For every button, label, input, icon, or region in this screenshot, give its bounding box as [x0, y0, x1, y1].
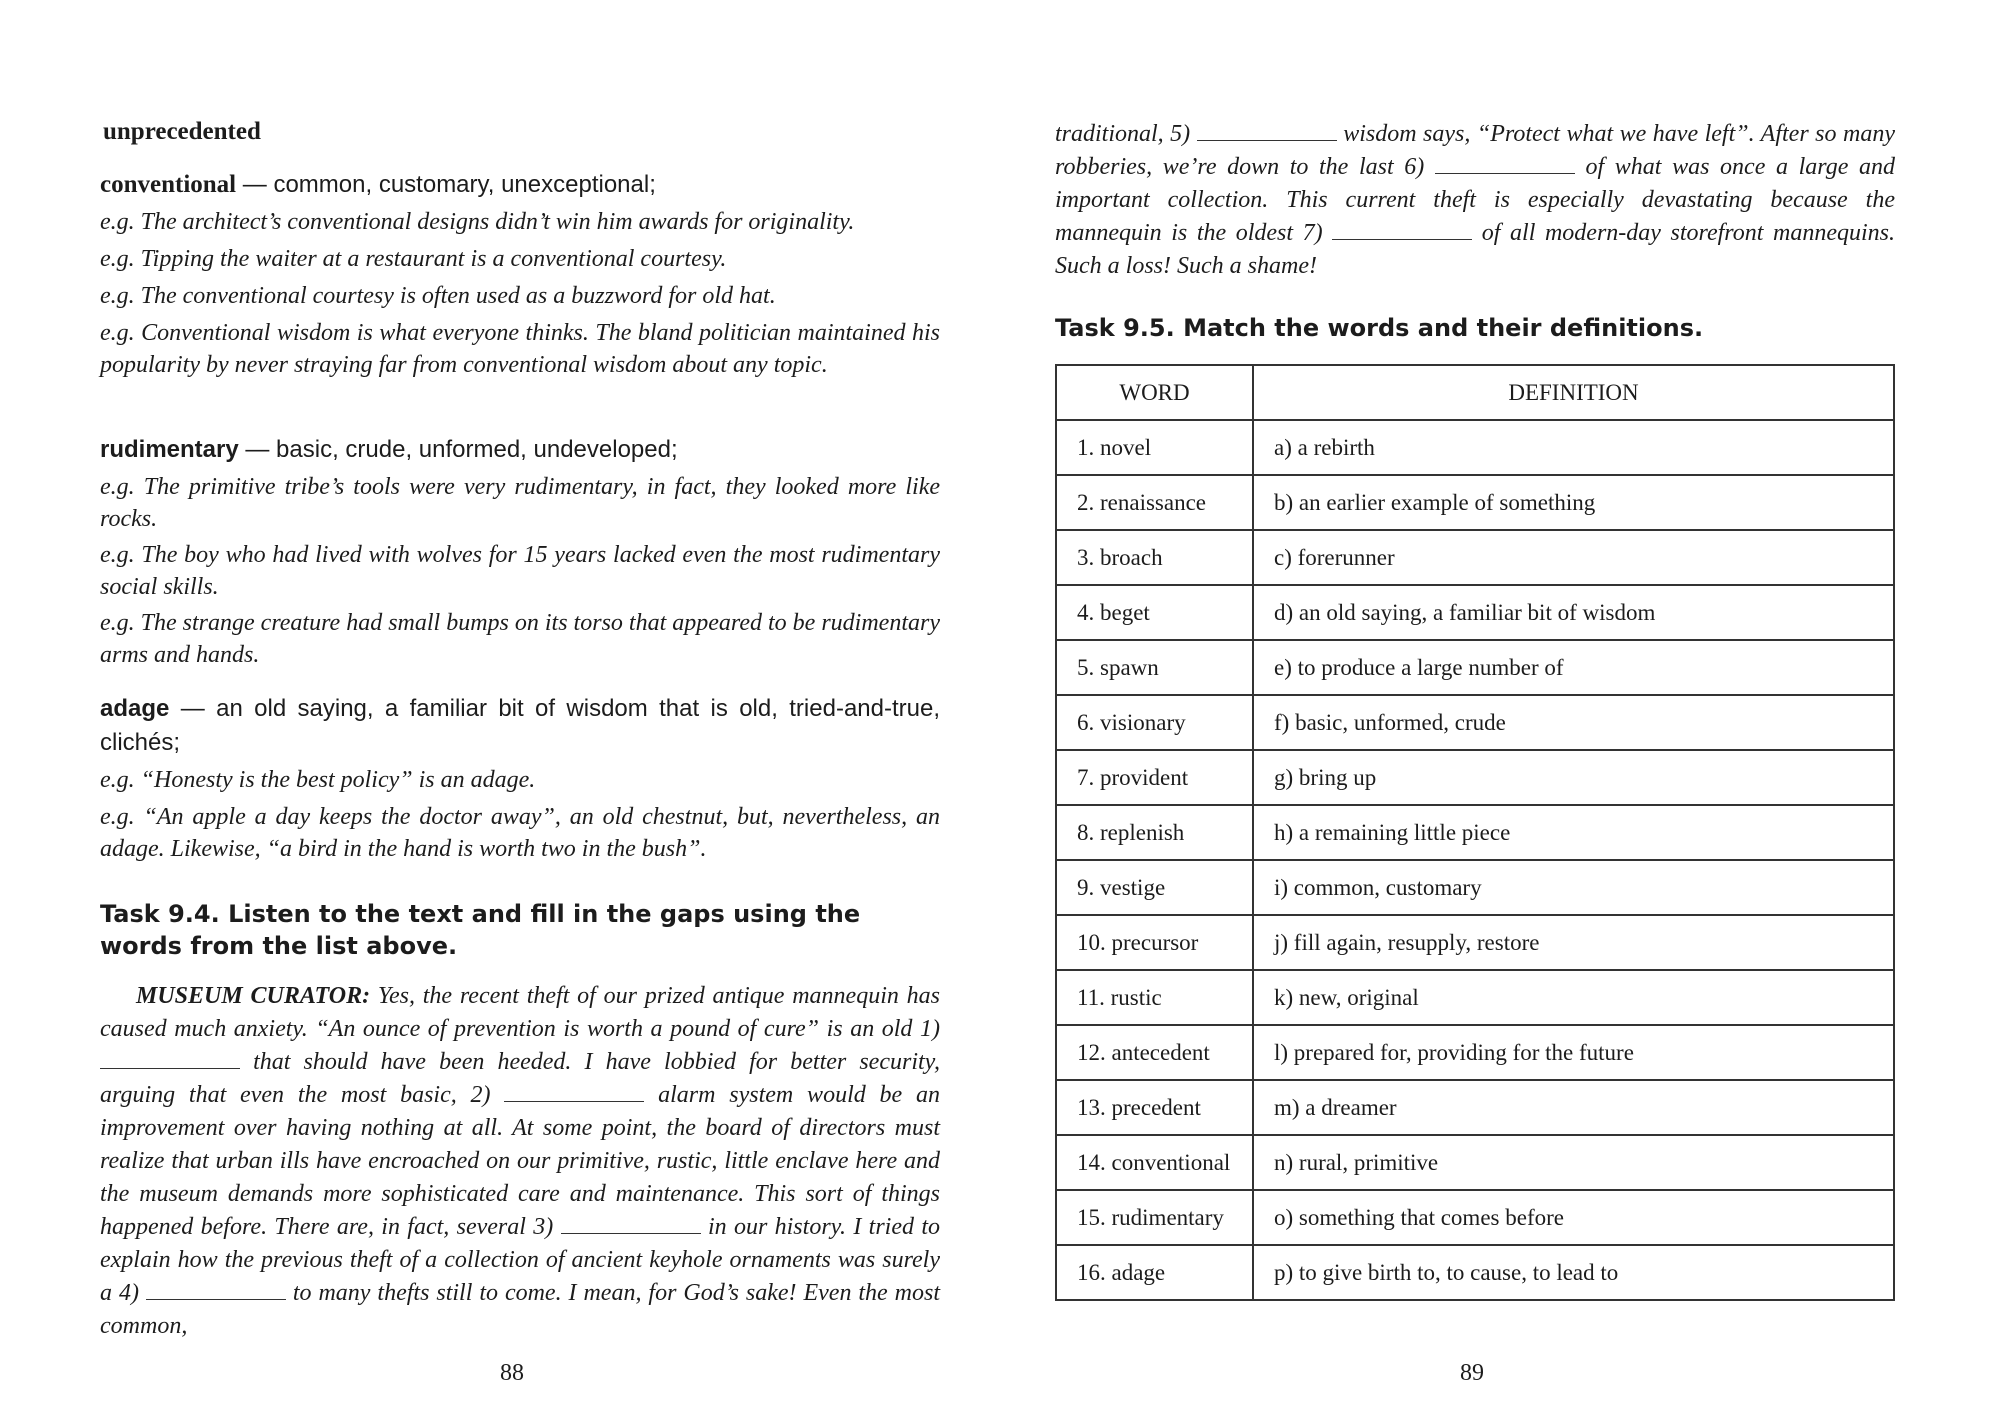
- definition-cell: c) forerunner: [1253, 530, 1894, 585]
- gap-2[interactable]: [504, 1081, 644, 1102]
- table-row: [1056, 640, 1894, 695]
- table-row: [1056, 1080, 1894, 1135]
- table-row: [1056, 1245, 1894, 1300]
- entry-conventional: [100, 168, 940, 381]
- entry-adage: [100, 692, 940, 865]
- definition-cell: h) a remaining little piece: [1253, 805, 1894, 860]
- entry-example: e.g. The strange creature had small bumps on its torso that appeared to be rudimentary arms and hands.: [100, 610, 940, 668]
- gap-5[interactable]: [1197, 120, 1337, 141]
- table-row: [1056, 1025, 1894, 1080]
- definition-cell: n) rural, primitive: [1253, 1135, 1894, 1190]
- entry-example: e.g. Tipping the waiter at a restaurant is a conventional courtesy.: [100, 246, 727, 272]
- definition-cell: g) bring up: [1253, 750, 1894, 805]
- table-row: [1056, 1190, 1894, 1245]
- task-9-4-passage-continued: traditional, 5) wisdom says, “Protect what we have left”. After so many robberies, we’re down to the last 6) of what was once a large and important collection. This current theft is especially devastating because the mannequin is the oldest 7) of all modern-day storefront mannequins. Such a loss! Such a shame!: [1055, 121, 1896, 279]
- entry-example: e.g. The primitive tribe’s tools were very rudimentary, in fact, they looked more like rocks.: [100, 474, 940, 532]
- entry-rudimentary: [100, 433, 940, 671]
- gap-7[interactable]: [1332, 219, 1472, 240]
- definition-cell: p) to give birth to, to cause, to lead to: [1253, 1245, 1894, 1300]
- match-table-body: [1056, 420, 1894, 1300]
- task-9-4-passage: MUSEUM CURATOR: Yes, the recent theft of our prized antique mannequin has caused much anxiety. “An ounce of prevention is worth a pound of cure” is an old 1) that should have been heeded. I have lobbied for better security, arguing that even the most basic, 2) alarm system would be an improvement over having nothing at all. At some point, the board of directors must realize that urban ills have encroached on our primitive, rustic, little enclave here and the museum demands more sophisticated care and maintenance. This sort of things happened before. There are, in fact, several 3) in our history. I tried to explain how the previous theft of a collection of ancient keyhole ornaments was surely a 4) to many thefts still to come. I mean, for God’s sake! Even the most common,: [100, 983, 941, 1339]
- word-cell: 7. provident: [1056, 750, 1253, 805]
- entry-example: e.g. Conventional wisdom is what everyone thinks. The bland politician maintained his popularity by never straying far from conventional wisdom about any topic.: [100, 320, 940, 378]
- gap-3[interactable]: [561, 1213, 701, 1234]
- right-page: [1055, 0, 1895, 1411]
- word-cell: 13. precedent: [1056, 1080, 1253, 1135]
- gap-6[interactable]: [1435, 153, 1575, 174]
- word-cell: 6. visionary: [1056, 695, 1253, 750]
- entry-example: e.g. The conventional courtesy is often used as a buzzword for old hat.: [100, 283, 776, 309]
- page-number: 88: [500, 1360, 524, 1386]
- definition-cell: k) new, original: [1253, 970, 1894, 1025]
- definition-cell: e) to produce a large number of: [1253, 640, 1894, 695]
- definition-cell: j) fill again, resupply, restore: [1253, 915, 1894, 970]
- table-row: [1056, 750, 1894, 805]
- table-row: [1056, 475, 1894, 530]
- entry-word: adage: [100, 695, 170, 722]
- table-row: [1056, 420, 1894, 475]
- headword-unprecedented: unprecedented: [103, 118, 261, 145]
- definition-cell: a) a rebirth: [1253, 420, 1894, 475]
- entry-word: rudimentary: [100, 436, 239, 463]
- definition-cell: b) an earlier example of something: [1253, 475, 1894, 530]
- table-row: [1056, 970, 1894, 1025]
- word-cell: 15. rudimentary: [1056, 1190, 1253, 1245]
- page-number: 89: [1460, 1360, 1484, 1386]
- word-cell: 2. renaissance: [1056, 475, 1253, 530]
- match-table: [1055, 364, 1895, 1301]
- entry-example: e.g. “An apple a day keeps the doctor away”, an old chestnut, but, nevertheless, an adage. Likewise, “a bird in the hand is worth two in the bush”.: [100, 804, 940, 862]
- gap-1[interactable]: [100, 1048, 240, 1069]
- entry-word: conventional: [100, 171, 237, 198]
- word-cell: 16. adage: [1056, 1245, 1253, 1300]
- definition-cell: d) an old saying, a familiar bit of wisdom: [1253, 585, 1894, 640]
- definition-cell: i) common, customary: [1253, 860, 1894, 915]
- table-row: [1056, 915, 1894, 970]
- column-header-word: WORD: [1056, 365, 1253, 420]
- gap-4[interactable]: [146, 1279, 286, 1300]
- table-row: [1056, 860, 1894, 915]
- column-header-definition: DEFINITION: [1253, 365, 1894, 420]
- word-cell: 3. broach: [1056, 530, 1253, 585]
- table-row: [1056, 695, 1894, 750]
- definition-cell: f) basic, unformed, crude: [1253, 695, 1894, 750]
- word-cell: 5. spawn: [1056, 640, 1253, 695]
- entry-definition: — basic, crude, unformed, undeveloped;: [238, 436, 678, 463]
- table-row: [1056, 530, 1894, 585]
- entry-example: e.g. The boy who had lived with wolves for 15 years lacked even the most rudimentary social skills.: [100, 542, 940, 600]
- definition-cell: m) a dreamer: [1253, 1080, 1894, 1135]
- task-9-5-title: Task 9.5. Match the words and their definitions.: [1055, 314, 1704, 342]
- table-row: [1056, 805, 1894, 860]
- speaker-label: MUSEUM CURATOR:: [136, 983, 371, 1009]
- left-page: [100, 0, 940, 1411]
- table-row: [1056, 585, 1894, 640]
- entry-example: e.g. “Honesty is the best policy” is an adage.: [100, 767, 536, 793]
- definition-cell: o) something that comes before: [1253, 1190, 1894, 1245]
- word-cell: 4. beget: [1056, 585, 1253, 640]
- entry-example: e.g. The architect’s conventional designs didn’t win him awards for originality.: [100, 209, 855, 235]
- table-row: [1056, 1135, 1894, 1190]
- word-cell: 10. precursor: [1056, 915, 1253, 970]
- table-header-row: [1056, 365, 1894, 420]
- entry-definition: — common, customary, unexceptional;: [236, 171, 656, 198]
- word-cell: 12. antecedent: [1056, 1025, 1253, 1080]
- word-cell: 8. replenish: [1056, 805, 1253, 860]
- word-cell: 14. conventional: [1056, 1135, 1253, 1190]
- word-cell: 9. vestige: [1056, 860, 1253, 915]
- word-cell: 11. rustic: [1056, 970, 1253, 1025]
- word-cell: 1. novel: [1056, 420, 1253, 475]
- definition-cell: l) prepared for, providing for the future: [1253, 1025, 1894, 1080]
- entry-definition: — an old saying, a familiar bit of wisdom that is old, tried-and-true, clichés;: [100, 695, 940, 756]
- task-9-4-title: Task 9.4. Listen to the text and fill in the gaps using the words from the list above.: [100, 900, 861, 960]
